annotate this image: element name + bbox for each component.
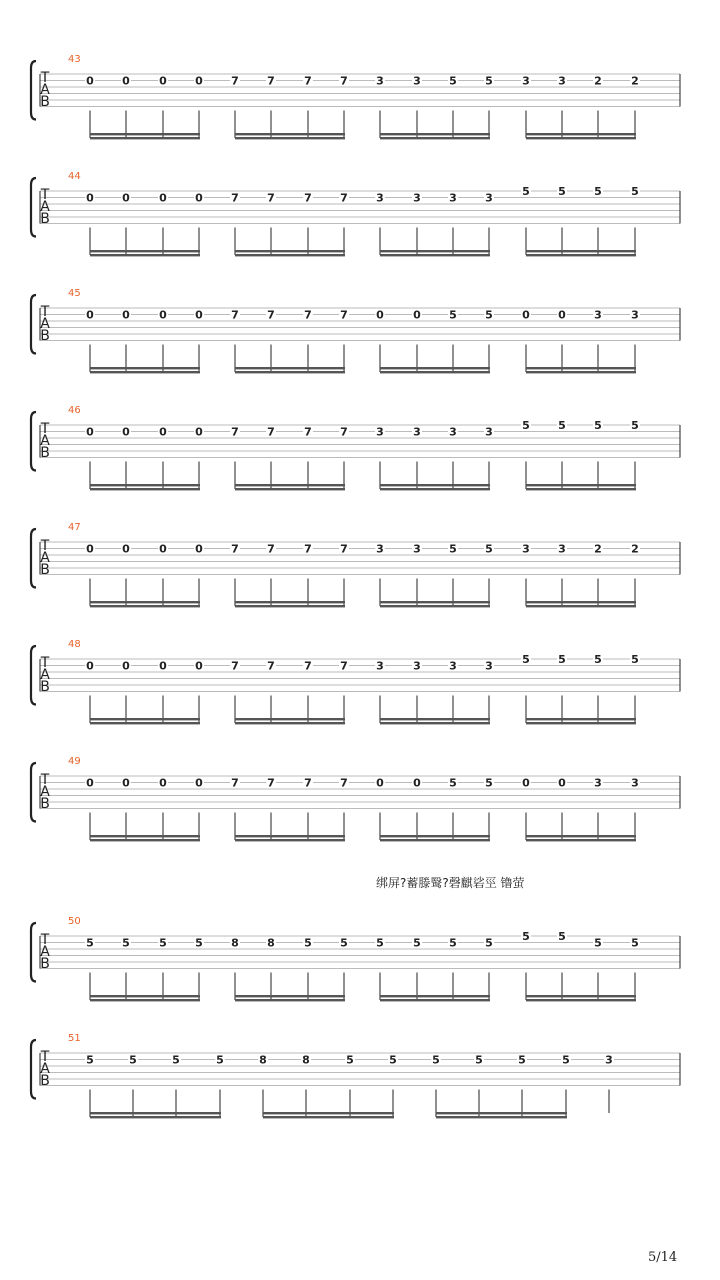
fret-number: 5 [518, 1053, 526, 1067]
fret-number: 0 [195, 425, 203, 439]
fret-number: 0 [122, 776, 130, 790]
fret-number: 0 [159, 659, 167, 673]
beam-secondary [90, 605, 200, 607]
fret-number: 8 [302, 1053, 310, 1067]
fret-number: 7 [304, 659, 312, 673]
fret-number: 5 [195, 936, 203, 950]
tab-clef-letter: B [40, 211, 50, 227]
beam-primary [380, 835, 490, 837]
fret-number: 0 [558, 776, 566, 790]
fret-number: 5 [159, 936, 167, 950]
beam-primary [235, 484, 345, 486]
fret-number: 0 [122, 425, 130, 439]
fret-number: 7 [267, 425, 275, 439]
beam-primary [235, 995, 345, 997]
beam-secondary [90, 722, 200, 724]
beam-secondary [235, 254, 345, 256]
beam-primary [526, 718, 636, 720]
fret-number: 3 [485, 659, 493, 673]
fret-number: 7 [267, 308, 275, 322]
beam-primary [90, 250, 200, 252]
measure-number: 50 [68, 916, 81, 927]
tab-clef-letter: T [40, 655, 50, 671]
beam-primary [380, 995, 490, 997]
measure-number: 49 [68, 756, 81, 767]
fret-number: 5 [485, 776, 493, 790]
fret-number: 5 [631, 936, 639, 950]
beam-primary [235, 835, 345, 837]
fret-number: 0 [413, 776, 421, 790]
tab-clef-letter: A [40, 316, 50, 332]
fret-number: 7 [231, 74, 239, 88]
tab-clef-letter: T [40, 1049, 50, 1065]
beam-primary [90, 835, 200, 837]
fret-number: 3 [485, 191, 493, 205]
beam-secondary [380, 371, 490, 373]
tab-clef-letter: B [40, 796, 50, 812]
fret-number: 0 [195, 776, 203, 790]
fret-number: 5 [304, 936, 312, 950]
fret-number: 2 [594, 542, 602, 556]
fret-number: 0 [86, 74, 94, 88]
beam-secondary [380, 137, 490, 139]
fret-number: 5 [631, 653, 639, 666]
fret-number: 3 [522, 542, 530, 556]
tab-clef-letter: T [40, 421, 50, 437]
fret-number: 0 [558, 308, 566, 322]
fret-number: 0 [376, 776, 384, 790]
fret-number: 2 [631, 74, 639, 88]
fret-number: 5 [631, 185, 639, 198]
beam-secondary [90, 999, 200, 1001]
fret-number: 3 [449, 659, 457, 673]
beam-primary [90, 995, 200, 997]
fret-number: 3 [376, 659, 384, 673]
fret-number: 7 [267, 74, 275, 88]
beam-primary [380, 367, 490, 369]
fret-number: 0 [376, 308, 384, 322]
measure-number: 47 [68, 522, 81, 533]
fret-number: 5 [558, 185, 566, 198]
beam-secondary [90, 137, 200, 139]
beam-secondary [526, 488, 636, 490]
fret-number: 3 [413, 191, 421, 205]
fret-number: 0 [122, 191, 130, 205]
fret-number: 0 [159, 308, 167, 322]
fret-number: 5 [449, 936, 457, 950]
fret-number: 5 [594, 185, 602, 198]
beam-secondary [235, 999, 345, 1001]
fret-number: 7 [267, 776, 275, 790]
beam-primary [235, 601, 345, 603]
fret-number: 0 [86, 308, 94, 322]
annotation-text: 绑屏?蓄滕鹥?磬麒硰巠 镥萤 [376, 876, 525, 890]
beam-primary [526, 484, 636, 486]
beam-primary [90, 718, 200, 720]
beam-primary [90, 133, 200, 135]
fret-number: 3 [558, 74, 566, 88]
beam-primary [526, 835, 636, 837]
fret-number: 5 [340, 936, 348, 950]
measure-number: 51 [68, 1033, 81, 1044]
fret-number: 5 [594, 653, 602, 666]
fret-number: 2 [594, 74, 602, 88]
beam-secondary [526, 839, 636, 841]
fret-number: 5 [522, 930, 530, 943]
tab-clef-letter: A [40, 550, 50, 566]
fret-number: 0 [195, 308, 203, 322]
fret-number: 5 [485, 308, 493, 322]
fret-number: 7 [231, 776, 239, 790]
fret-number: 3 [413, 542, 421, 556]
beam-secondary [526, 722, 636, 724]
beam-secondary [90, 254, 200, 256]
tab-clef-letter: B [40, 328, 50, 344]
fret-number: 8 [231, 936, 239, 950]
beam-secondary [235, 488, 345, 490]
fret-number: 0 [195, 74, 203, 88]
tab-clef-letter: T [40, 304, 50, 320]
beam-primary [526, 250, 636, 252]
beam-primary [235, 133, 345, 135]
measure-number: 44 [68, 171, 81, 182]
fret-number: 0 [122, 542, 130, 556]
fret-number: 0 [195, 542, 203, 556]
beam-secondary [526, 605, 636, 607]
fret-number: 7 [304, 308, 312, 322]
fret-number: 0 [86, 191, 94, 205]
beam-primary [526, 367, 636, 369]
tab-clef-letter: T [40, 772, 50, 788]
tab-clef-letter: T [40, 187, 50, 203]
fret-number: 3 [413, 74, 421, 88]
beam-secondary [235, 605, 345, 607]
system-bracket [31, 178, 36, 237]
fret-number: 3 [485, 425, 493, 439]
beam-primary [263, 1112, 394, 1114]
beam-secondary [526, 371, 636, 373]
fret-number: 7 [267, 542, 275, 556]
tab-clef-letter: T [40, 538, 50, 554]
fret-number: 5 [86, 1053, 94, 1067]
beam-secondary [235, 722, 345, 724]
system-bracket [31, 1040, 36, 1099]
fret-number: 5 [122, 936, 130, 950]
fret-number: 5 [475, 1053, 483, 1067]
tab-clef-letter: B [40, 94, 50, 110]
fret-number: 5 [485, 936, 493, 950]
fret-number: 0 [122, 659, 130, 673]
fret-number: 7 [231, 659, 239, 673]
beam-secondary [263, 1116, 394, 1118]
beam-primary [235, 250, 345, 252]
beam-secondary [380, 722, 490, 724]
measure-number: 43 [68, 54, 81, 65]
beam-secondary [436, 1116, 567, 1118]
fret-number: 5 [449, 776, 457, 790]
tab-clef-letter: A [40, 667, 50, 683]
fret-number: 7 [231, 542, 239, 556]
beam-primary [526, 995, 636, 997]
beam-secondary [90, 488, 200, 490]
system-bracket [31, 923, 36, 982]
tab-clef-letter: B [40, 562, 50, 578]
fret-number: 0 [413, 308, 421, 322]
page-number: 5/14 [648, 1250, 678, 1265]
beam-secondary [90, 839, 200, 841]
tab-clef-letter: A [40, 199, 50, 215]
tab-clef-letter: A [40, 1061, 50, 1077]
fret-number: 7 [304, 191, 312, 205]
fret-number: 5 [558, 653, 566, 666]
fret-number: 5 [594, 419, 602, 432]
beam-secondary [526, 999, 636, 1001]
fret-number: 5 [522, 653, 530, 666]
system-bracket [31, 61, 36, 120]
fret-number: 5 [558, 930, 566, 943]
fret-number: 8 [259, 1053, 267, 1067]
fret-number: 0 [159, 74, 167, 88]
fret-number: 7 [304, 425, 312, 439]
beam-primary [380, 133, 490, 135]
fret-number: 0 [159, 191, 167, 205]
fret-number: 5 [413, 936, 421, 950]
beam-primary [380, 484, 490, 486]
tab-clef-letter: T [40, 932, 50, 948]
beam-primary [436, 1112, 567, 1114]
beam-primary [90, 1112, 221, 1114]
fret-number: 7 [340, 542, 348, 556]
fret-number: 7 [340, 74, 348, 88]
tab-clef-letter: A [40, 944, 50, 960]
measure-number: 46 [68, 405, 81, 416]
system-bracket [31, 295, 36, 354]
beam-secondary [235, 371, 345, 373]
fret-number: 0 [86, 425, 94, 439]
beam-primary [380, 601, 490, 603]
fret-number: 0 [86, 542, 94, 556]
beam-secondary [235, 137, 345, 139]
fret-number: 3 [605, 1053, 613, 1067]
fret-number: 3 [631, 308, 639, 322]
fret-number: 7 [231, 425, 239, 439]
fret-number: 0 [122, 74, 130, 88]
fret-number: 2 [631, 542, 639, 556]
fret-number: 5 [86, 936, 94, 950]
fret-number: 5 [522, 185, 530, 198]
fret-number: 7 [340, 191, 348, 205]
fret-number: 5 [432, 1053, 440, 1067]
beam-secondary [526, 137, 636, 139]
fret-number: 5 [485, 74, 493, 88]
fret-number: 7 [231, 191, 239, 205]
fret-number: 5 [594, 936, 602, 950]
fret-number: 7 [340, 659, 348, 673]
fret-number: 5 [216, 1053, 224, 1067]
beam-secondary [380, 605, 490, 607]
tab-clef-letter: B [40, 1073, 50, 1089]
tab-clef-letter: A [40, 433, 50, 449]
tab-clef-letter: T [40, 70, 50, 86]
tab-clef-letter: A [40, 784, 50, 800]
tab-clef-letter: A [40, 82, 50, 98]
tab-clef-letter: B [40, 679, 50, 695]
fret-number: 5 [172, 1053, 180, 1067]
fret-number: 5 [562, 1053, 570, 1067]
fret-number: 5 [522, 419, 530, 432]
fret-number: 8 [267, 936, 275, 950]
fret-number: 5 [376, 936, 384, 950]
system-bracket [31, 646, 36, 705]
fret-number: 3 [449, 425, 457, 439]
fret-number: 0 [159, 776, 167, 790]
beam-secondary [526, 254, 636, 256]
fret-number: 0 [195, 659, 203, 673]
fret-number: 3 [522, 74, 530, 88]
fret-number: 3 [449, 191, 457, 205]
fret-number: 3 [413, 659, 421, 673]
beam-primary [90, 367, 200, 369]
fret-number: 5 [485, 542, 493, 556]
fret-number: 7 [340, 425, 348, 439]
fret-number: 0 [159, 542, 167, 556]
fret-number: 7 [304, 542, 312, 556]
beam-primary [90, 484, 200, 486]
fret-number: 5 [449, 74, 457, 88]
fret-number: 7 [267, 191, 275, 205]
beam-secondary [90, 1116, 221, 1118]
fret-number: 0 [195, 191, 203, 205]
tab-clef-letter: B [40, 956, 50, 972]
fret-number: 5 [389, 1053, 397, 1067]
beam-secondary [380, 254, 490, 256]
measure-number: 45 [68, 288, 81, 299]
fret-number: 0 [86, 659, 94, 673]
beam-primary [526, 133, 636, 135]
fret-number: 0 [522, 308, 530, 322]
system-bracket [31, 412, 36, 471]
fret-number: 5 [558, 419, 566, 432]
fret-number: 3 [376, 191, 384, 205]
fret-number: 7 [304, 74, 312, 88]
fret-number: 0 [522, 776, 530, 790]
fret-number: 5 [449, 542, 457, 556]
fret-number: 3 [376, 425, 384, 439]
fret-number: 7 [231, 308, 239, 322]
fret-number: 3 [558, 542, 566, 556]
beam-secondary [90, 371, 200, 373]
tab-clef-letter: B [40, 445, 50, 461]
fret-number: 3 [376, 542, 384, 556]
system-bracket [31, 529, 36, 588]
fret-number: 5 [346, 1053, 354, 1067]
fret-number: 0 [122, 308, 130, 322]
fret-number: 0 [86, 776, 94, 790]
fret-number: 0 [159, 425, 167, 439]
beam-primary [90, 601, 200, 603]
beam-primary [380, 250, 490, 252]
beam-secondary [380, 488, 490, 490]
fret-number: 3 [594, 776, 602, 790]
beam-primary [235, 367, 345, 369]
fret-number: 5 [129, 1053, 137, 1067]
beam-primary [526, 601, 636, 603]
beam-primary [235, 718, 345, 720]
fret-number: 7 [340, 308, 348, 322]
fret-number: 3 [594, 308, 602, 322]
fret-number: 7 [267, 659, 275, 673]
fret-number: 3 [631, 776, 639, 790]
beam-secondary [380, 999, 490, 1001]
fret-number: 7 [340, 776, 348, 790]
measure-number: 48 [68, 639, 81, 650]
fret-number: 5 [449, 308, 457, 322]
fret-number: 7 [304, 776, 312, 790]
fret-number: 3 [376, 74, 384, 88]
beam-secondary [380, 839, 490, 841]
fret-number: 5 [631, 419, 639, 432]
system-bracket [31, 763, 36, 822]
fret-number: 3 [413, 425, 421, 439]
beam-secondary [235, 839, 345, 841]
beam-primary [380, 718, 490, 720]
